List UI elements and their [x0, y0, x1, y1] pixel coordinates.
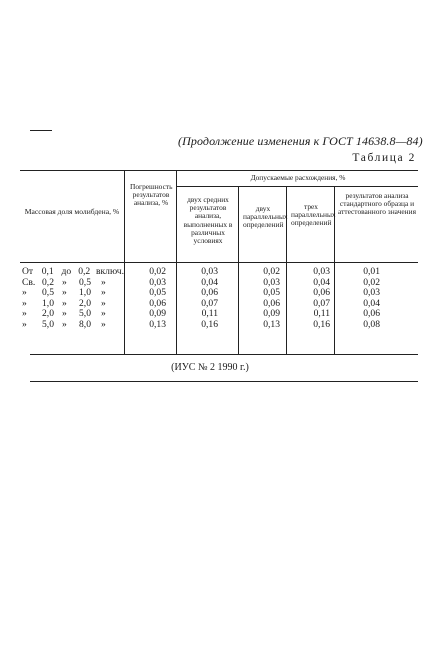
footer-rule: [30, 381, 418, 382]
range-separator: »: [62, 318, 67, 330]
col-divider-4: [286, 186, 287, 354]
range-from: 5,0: [42, 318, 54, 330]
range-suffix: »: [101, 297, 106, 309]
range-separator: »: [62, 308, 67, 320]
table-cell: 0,09: [263, 308, 280, 320]
continuation-heading: (Продолжение изменения к ГОСТ 14638.8—84): [178, 134, 423, 148]
table-cell: 0,16: [201, 318, 218, 330]
range-suffix: »: [101, 308, 106, 320]
table-cell: 0,13: [149, 318, 166, 330]
table-cell: 0,09: [149, 308, 166, 320]
range-from: 0,5: [42, 287, 54, 299]
table-cell: 0,03: [263, 276, 280, 288]
range-separator: »: [62, 287, 67, 299]
two-parallel-column: [240, 267, 280, 331]
table-cell: 0,06: [201, 287, 218, 299]
table-cell: 0,04: [201, 276, 218, 288]
table-cell: 0,03: [363, 287, 380, 299]
table-cell: 0,02: [149, 266, 166, 277]
range-prefix: »: [22, 287, 27, 299]
range-suffix: включ.: [95, 266, 124, 277]
table-cell: 0,11: [313, 308, 330, 320]
range-to: 2,0: [79, 297, 91, 309]
header-two-avg-results: двух средних результатов анализа, выполненных в различных условиях: [183, 195, 233, 246]
table-cell: 0,02: [363, 276, 380, 288]
range-from: 0,2: [42, 276, 54, 288]
col-divider-3: [238, 186, 239, 354]
table-cell: 0,06: [149, 297, 166, 309]
header-two-parallel: двух параллельных определений: [243, 204, 288, 230]
range-prefix: »: [22, 308, 27, 320]
header-error: Погрешность результатов анализа, %: [130, 182, 173, 208]
range-suffix: »: [101, 318, 106, 330]
source-note: (ИУС № 2 1990 г.): [171, 362, 249, 373]
header-mass-fraction: Массовая доля молибдена, %: [24, 207, 120, 216]
header-standard-sample: результатов анализа стандартного образца и аттестованного значения: [338, 191, 416, 217]
range-prefix: »: [22, 318, 27, 330]
table-cell: 0,07: [201, 297, 218, 309]
table-cell: 0,03: [201, 266, 218, 277]
table-cell: 0,11: [201, 308, 218, 320]
range-suffix: »: [101, 287, 106, 299]
table-row: [22, 299, 124, 310]
range-to: 0,2: [78, 266, 91, 277]
table-cell: 0,05: [149, 287, 166, 299]
table-row: [22, 320, 124, 331]
header-three-parallel: трех параллельных определений: [291, 202, 336, 228]
table-cell: 0,05: [263, 287, 280, 299]
range-separator: »: [62, 276, 67, 288]
table-cell: 0,16: [313, 318, 330, 330]
group-header-rule: [176, 186, 418, 187]
table-cell: 0,13: [263, 318, 280, 330]
table-top-rule: [20, 170, 418, 171]
range-prefix: От: [22, 266, 34, 277]
table-row: [22, 278, 124, 289]
table-header-bottom-rule: [20, 262, 418, 263]
range-to: 5,0: [79, 308, 91, 320]
error-column: [128, 267, 166, 331]
range-to: 0,5: [79, 276, 91, 288]
table-bottom-rule: [30, 354, 418, 355]
two-avg-column: [180, 267, 218, 331]
range-from: 1,0: [42, 297, 54, 309]
col-divider-1: [124, 170, 125, 354]
table-cell: 0,06: [263, 297, 280, 309]
header-group-tolerances: Допускаемые расхождения, %: [250, 173, 346, 182]
table-cell: 0,08: [363, 318, 380, 330]
table-title: Таблица 2: [352, 152, 416, 164]
three-parallel-column: [290, 267, 330, 331]
table-row: [22, 288, 124, 299]
table-cell: 0,07: [313, 297, 330, 309]
range-column: [22, 267, 124, 331]
table-cell: 0,03: [149, 276, 166, 288]
col-divider-2: [176, 170, 177, 354]
range-prefix: »: [22, 297, 27, 309]
table-cell: 0,02: [263, 266, 280, 277]
table-cell: 0,04: [313, 276, 330, 288]
table-cell: 0,01: [363, 266, 380, 277]
range-suffix: »: [101, 276, 106, 288]
range-to: 1,0: [79, 287, 91, 299]
margin-dash: [30, 130, 52, 131]
table-cell: 0,03: [313, 266, 330, 277]
range-separator: до: [61, 266, 72, 277]
table-row: [22, 267, 124, 278]
table-cell: 0,06: [363, 308, 380, 320]
table-row: [22, 309, 124, 320]
range-separator: »: [62, 297, 67, 309]
table-cell: 0,06: [313, 287, 330, 299]
range-to: 8,0: [79, 318, 91, 330]
range-from: 0,1: [41, 266, 54, 277]
range-prefix: Св.: [22, 276, 36, 288]
range-from: 2,0: [42, 308, 54, 320]
table-cell: 0,04: [363, 297, 380, 309]
standard-sample-column: [336, 267, 380, 331]
